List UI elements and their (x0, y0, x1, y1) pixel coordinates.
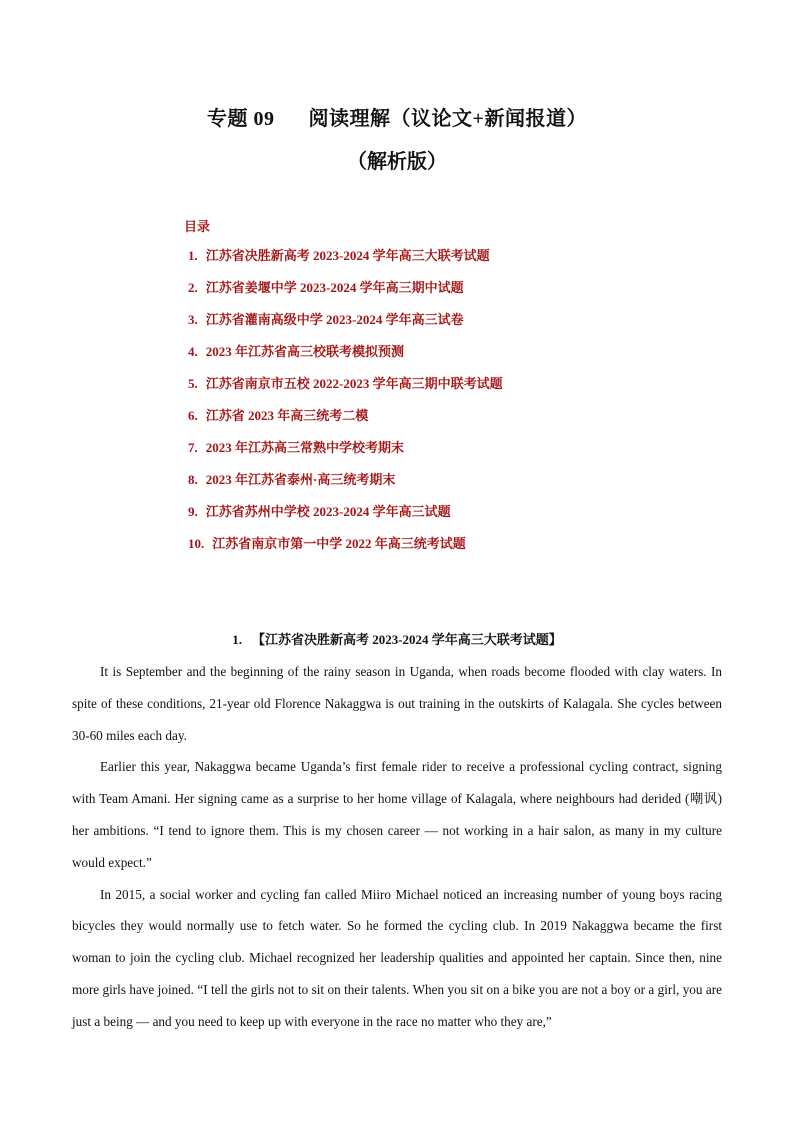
passage-body (72, 656, 722, 1038)
toc-item-label: 江苏省苏州中学校 2023-2024 学年高三试题 (205, 504, 451, 519)
toc-item-label: 2023 年江苏高三常熟中学校考期末 (205, 440, 405, 455)
toc-item-label: 江苏省灌南高级中学 2023-2024 学年高三试卷 (205, 312, 464, 327)
toc-item-label: 江苏省南京市五校 2022-2023 学年高三期中联考试题 (205, 376, 503, 391)
toc-item-label: 江苏省姜堰中学 2023-2024 学年高三期中试题 (205, 280, 464, 295)
page-subtitle: （解析版） (347, 151, 447, 173)
toc-item-label: 江苏省 2023 年高三统考二模 (205, 408, 369, 423)
toc-item-number: 6. (188, 408, 198, 423)
toc-item[interactable] (188, 277, 503, 309)
toc-item-number: 2. (188, 280, 198, 295)
title-prefix: 专题 09 (207, 108, 275, 130)
toc-item-number: 1. (188, 248, 198, 263)
toc-item[interactable] (188, 341, 503, 373)
paragraph: Earlier this year, Nakaggwa became Uganda’s first female rider to receive a professional cycling contract, signing with Team Amani. Her signing came as a surprise to her home village of Kalagala, where neighbours had derided (嘲讽) her ambitions. “I tend to ignore them. This is my chosen career — not working in a hair salon, as many in my culture would expect.” (72, 759, 722, 870)
toc-item-number: 4. (188, 344, 198, 359)
paragraph: In 2015, a social worker and cycling fan called Miiro Michael noticed an increasing number of young boys racing bicycles they would normally use to fetch water. So he formed the cycling club. In 2019 Nakaggwa became the first woman to join the cycling club. Michael recognized her leadership qualities and appointed her captain. Since then, nine more girls have joined. “I tell the girls not to sit on their talents. When you sit on a bike you are not a boy or a girl, you are just a being — and you need to keep up with everyone in the race no matter who they are,” (72, 886, 722, 1029)
toc-heading: 目录 (184, 219, 211, 234)
toc-item[interactable] (188, 501, 503, 533)
toc-item[interactable] (188, 437, 503, 469)
toc-item-number: 10. (188, 536, 205, 551)
toc-item-number: 5. (188, 376, 198, 391)
toc-item[interactable] (188, 533, 503, 565)
section-title: 【江苏省决胜新高考 2023-2024 学年高三大联考试题】 (251, 632, 562, 647)
toc-item-number: 3. (188, 312, 198, 327)
toc-item[interactable] (188, 469, 503, 501)
toc-item[interactable] (188, 405, 503, 437)
page-title (0, 102, 794, 131)
toc-item-number: 9. (188, 504, 198, 519)
table-of-contents (188, 245, 503, 565)
section-heading (0, 629, 794, 648)
toc-item[interactable] (188, 373, 503, 405)
toc-item-label: 2023 年江苏省高三校联考模拟预测 (205, 344, 405, 359)
toc-item[interactable] (188, 245, 503, 277)
paragraph: It is September and the beginning of the rainy season in Uganda, when roads become flooded with clay waters. In spite of these conditions, 21-year old Florence Nakaggwa is out training in the outskirts of Kalagala. She cycles between 30-60 miles each day. (72, 664, 722, 743)
toc-item-number: 8. (188, 472, 198, 487)
toc-item-number: 7. (188, 440, 198, 455)
toc-item[interactable] (188, 309, 503, 341)
toc-item-label: 江苏省决胜新高考 2023-2024 学年高三大联考试题 (205, 248, 490, 263)
section-number: 1. (232, 632, 242, 647)
toc-item-label: 江苏省南京市第一中学 2022 年高三统考试题 (212, 536, 466, 551)
toc-item-label: 2023 年江苏省泰州·高三统考期末 (205, 472, 396, 487)
title-main: 阅读理解（议论文+新闻报道） (308, 108, 587, 130)
